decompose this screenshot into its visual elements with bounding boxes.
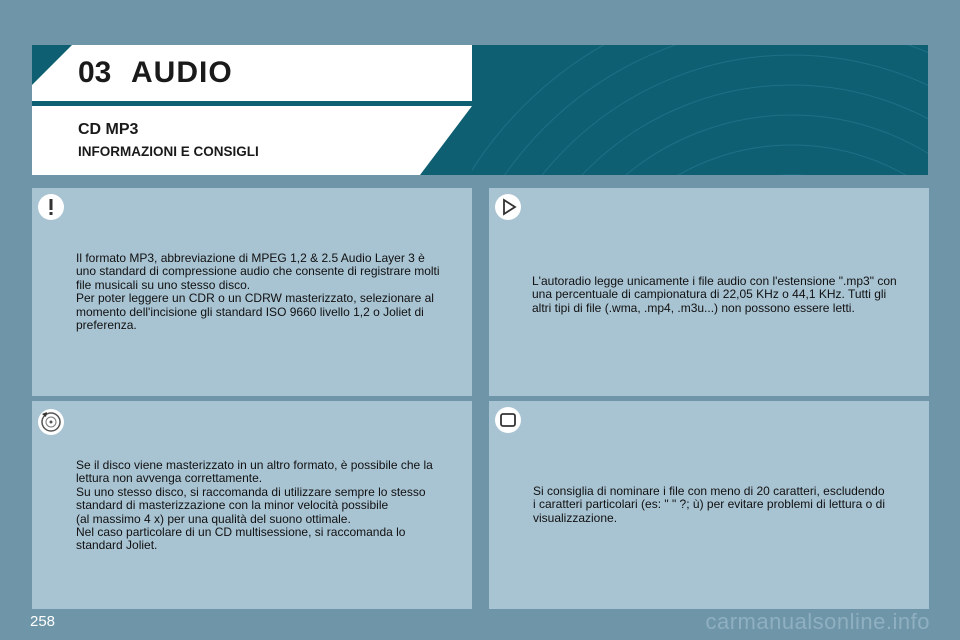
chapter-title: AUDIO	[131, 56, 233, 89]
watermark: carmanualsonline.info	[705, 609, 930, 634]
play-icon	[495, 194, 521, 220]
section-title-bar	[32, 106, 472, 175]
warning-icon	[38, 194, 64, 220]
info-panel-file-naming	[489, 401, 929, 609]
section-title: CD MP3	[78, 121, 139, 138]
panel-text: Se il disco viene masterizzato in un altro formato, è possibile che la lettura non avvenga correttamente. Su uno stesso disco, si raccomanda di utilizzare sempre lo stesso standard di masterizzazione con la minor velocità possibile (al massimo 4 x) per una qualità del suono ottimale. Nel caso particolare di un CD multisessione, si raccomanda lo standard Joliet.	[76, 458, 433, 553]
info-panel-burning-format	[32, 401, 472, 609]
page-number: 258	[30, 613, 56, 630]
disc-icon	[38, 409, 64, 435]
section-subtitle: INFORMAZIONI E CONSIGLI	[78, 144, 259, 159]
info-panel-mp3-format	[32, 188, 472, 396]
chapter-number: 03	[78, 56, 112, 89]
panel-text: Si consiglia di nominare i file con meno di 20 caratteri, escludendo i caratteri particolari (es: " " ?; ù) per evitare problemi di lettura o di visualizzazione.	[533, 484, 885, 525]
panel-text: Il formato MP3, abbreviazione di MPEG 1,2 & 2.5 Audio Layer 3 è uno standard di compressione audio che consente di registrare molti file musicali su uno stesso disco. Per poter leggere un CDR o un CDRW masterizzato, selezionare al momento dell'incisione gli standard ISO 9660 livello 1,2 o Joliet di preferenza.	[76, 251, 440, 333]
note-icon	[495, 407, 521, 433]
info-panel-file-support	[489, 188, 929, 396]
panel-text: L'autoradio legge unicamente i file audio con l'estensione ".mp3" con una percentuale di campionatura di 22,05 KHz o 44,1 KHz. Tutti gli altri tipi di file (.wma, .mp4, .m3u...) non possono essere letti.	[532, 274, 897, 315]
